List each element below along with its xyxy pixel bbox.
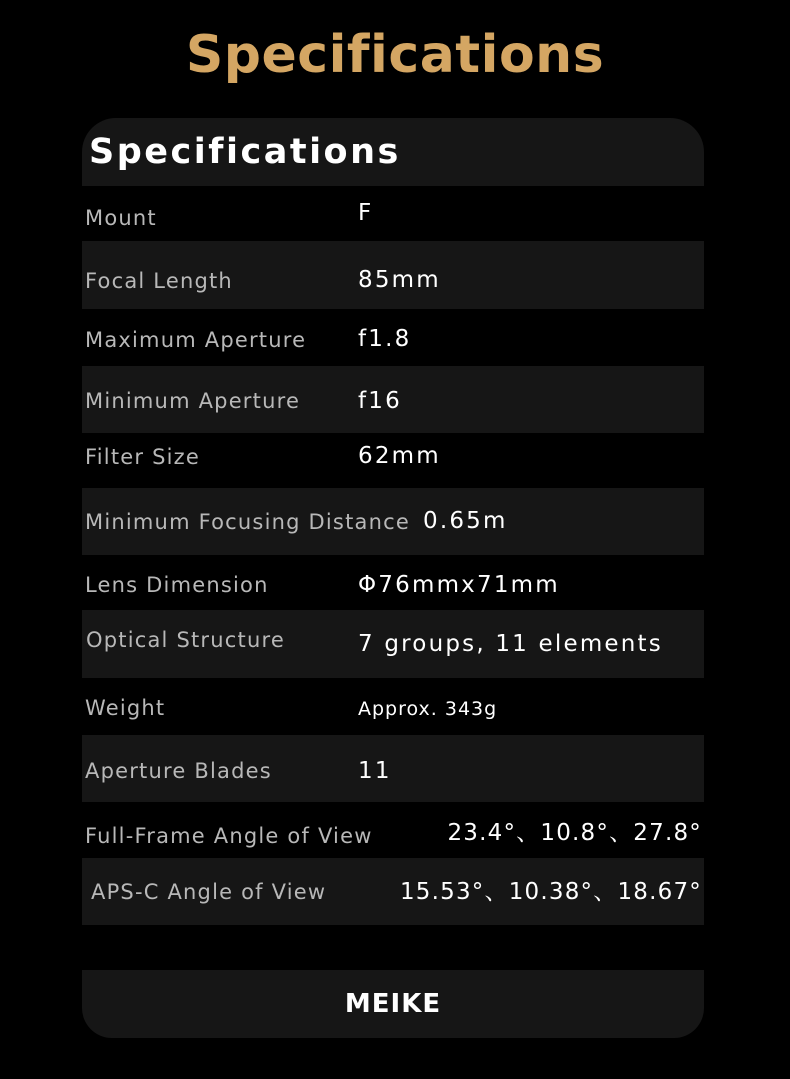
spec-row-mount <box>82 186 704 241</box>
spec-label: Minimum Aperture <box>85 389 301 413</box>
spec-row-weight <box>82 678 704 735</box>
spec-label: Full-Frame Angle of View <box>85 824 373 848</box>
spec-card-title: Specifications <box>89 132 401 172</box>
spec-row-filter-size <box>82 433 704 488</box>
spec-label: Optical Structure <box>86 628 285 652</box>
spec-value: F <box>358 200 374 226</box>
spec-row-lens-dimension <box>82 555 704 610</box>
spec-label: Focal Length <box>85 269 233 293</box>
spec-value: Approx. 343g <box>358 698 498 720</box>
spec-row-min-aperture <box>82 366 704 433</box>
spec-value: 11 <box>358 758 392 784</box>
spec-value: Φ76mmx71mm <box>358 572 560 598</box>
spec-value: 85mm <box>358 267 441 293</box>
spec-row-max-aperture <box>82 309 704 366</box>
spec-value: 23.4°、10.8°、27.8° <box>447 820 702 846</box>
spec-label: Minimum Focusing Distance <box>85 510 410 534</box>
spec-value: 15.53°、10.38°、18.67° <box>399 879 702 905</box>
spec-value: f1.8 <box>358 326 412 352</box>
spec-label: Maximum Aperture <box>85 328 307 352</box>
meike-logo: MEIKE <box>344 989 442 1019</box>
spec-label: Weight <box>85 696 166 720</box>
spec-value: 7 groups, 11 elements <box>358 631 663 657</box>
spec-row-aperture-blades <box>82 735 704 802</box>
spec-label: Lens Dimension <box>85 573 269 597</box>
spec-row-min-focus-distance <box>82 488 704 555</box>
spec-row-optical-structure <box>82 610 704 678</box>
spec-row-focal-length <box>82 241 704 309</box>
spec-row-apsc-aov <box>82 858 704 925</box>
footer-card <box>82 970 704 1038</box>
spec-label: APS-C Angle of View <box>91 880 327 904</box>
spec-card-header <box>82 118 704 186</box>
spec-label: Aperture Blades <box>85 759 272 783</box>
spec-value: f16 <box>358 388 402 414</box>
page-title: Specifications <box>185 25 605 85</box>
spec-label: Mount <box>85 206 157 230</box>
spec-row-full-frame-aov <box>82 802 704 858</box>
spec-value: 0.65m <box>423 508 508 534</box>
spec-value: 62mm <box>358 443 441 469</box>
spec-label: Filter Size <box>85 445 200 469</box>
